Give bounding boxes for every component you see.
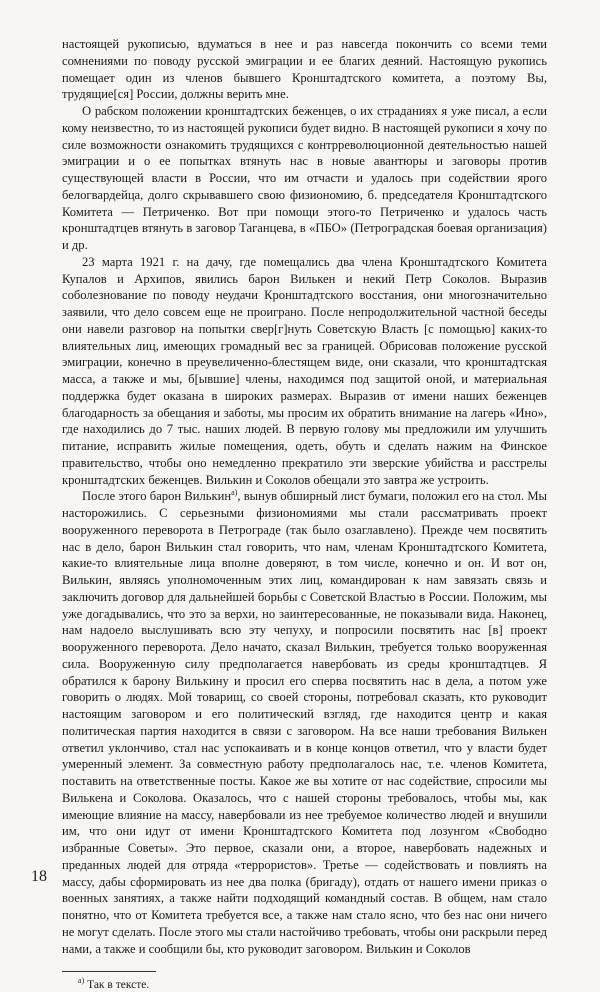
footnote-mark: а) [78,976,85,986]
paragraph-4-start: После этого барон Вилькин [82,489,232,504]
footnote-text: Так в тексте. [87,979,150,992]
paragraph-1: настоящей рукописью, вдуматься в нее и раз навсегда покончить со всеми теми сомнениями по поводу русской эмиграции и ее благих деяний. Настоящую рукопись помещает один из членов бывшего Кронштадтского комитета, а поэтому Вы, трудящие[ся] России, должны верить мне. [62,37,547,102]
footnote-reference: а) [231,488,238,498]
paragraph-4-rest: , вынув обширный лист бумаги, положил его на стол. Мы насторожились. С серьезными физиономиями мы стали рассматривать проект вооруженного переворота в Петрограде (так было озаглавлено). Прежде чем посвятить нас в дело, барон Вилькин стал говорить, что нам, членам Кронштадтского Комитета, какие-то влиятельные лица вполне доверяют, в том числе, конечно и он. И вот он, Вилькин, являясь уполномоченным этих лиц, командирован к нам завязать связь и заключить договор для дальнейшей борьбы с Советской Властью в России. Положим, мы уже догадывались, что это за верхи, но заинтересованные, не показывали вида. Наконец, нам надоело выслушивать всю эту чепуху, и попросили посвятить нас [в] проект вооруженного переворота. Дело начато, сказал Вилькин, требуется только вооруженная сила. Вооруженную силу предполагается навербовать из среды кронштадтцев. Я обратился к барону Вилькину и просил его сперва посвятить нас в дела, а потом уже говорить о людях. Мой товарищ, со своей стороны, потребовал сказать, кто руководит настоящим заговором и его политический взгляд, где находится центр и какая политическая партия находится в связи с заговором. На все наши требования Вилькен ответил уклончиво, стал нас успокаивать и в конце концов ответил, что у власти будет умеренный элемент. За совместную работу предполагалось нас, т.е. членов Комитета, поставить на ответственные посты. Какое же вы хотите от нас содействие, спросили мы Вилькена и Соколова. Оказалось, что с нашей стороны требовалось, чтобы мы, как имеющие влияние на массу, навербовали из нее требуемое количество людей и внушили им, что они идут от имени Кронштадтского Комитета под лозунгом «Свободно избранные Советы». Это первое, сказали они, а второе, навербовать надежных и преданных людей для отряда «террористов». Третье — содействовать и повлиять на массу, дабы сформировать из нее два полка (бригаду), отдать от нашего имени приказ о военных занятиях, а также найти подходящий командный состав. В общем, нам стало понятно, что от Комитета требуется все, а также нам стало ясно, что без нас они ничего не могут сделать. После этого мы стали настойчиво требовать, чтобы они раскрыли перед нами, а также и сообщили бы, кто руководит заговором. Вилькин и Соколов [62,489,547,956]
body-text [62,36,547,957]
paragraph-3: 23 марта 1921 г. на дачу, где помещались два члена Кронштадтского Комитета Купалов и Архипов, явились барон Вилькен и некий Петр Соколов. Выразив соболезнование по поводу неудачи Кронштадтского восстания, они многозначительно заявили, что дело совсем еще не проиграно. После непродолжительной частной беседы они навели разговор на попытки свер[г]нуть Советскую Власть [с помощью] каких-то влиятельных лиц, имеющих громадный вес за границей. Обрисовав положение русской эмиграции, конечно в преувеличенно-блестящем виде, они сказали, что кронштадтская масса, а также и мы, б[ывшие] члены, находимся под защитой оной, и материальная поддержка будет оказана в широких размерах. Выразив от имени наших беженцев благодарность за обещания и заботы, мы просим их обратить внимание на лагерь «Ино», где находились до 7 тыс. наших людей. В первую голову мы предложили им улучшить питание, исправить жилые помещения, одеть, обуть и сделать нажим на Финское правительство, чтобы оно немедленно прекратило эти зверские убийства и расстрелы кронштадтских беженцев. Вилькин и Соколов обещали это завтра же устроить. [62,254,547,487]
page-number: 18 [31,868,47,885]
paragraph-2: О рабском положении кронштадтских беженцев, о их страданиях я уже писал, а если кому неизвестно, то из настоящей рукописи будет видно. В настоящей рукописи я хочу по силе возможности ознакомить трудящихся с контрреволюционной деятельностью нашей эмиграции и о ее попытках втянуть нас в новые авантюры и заговоры против существующей власти в России, что им отчасти и удалось при содействии ярого белогвардейца, долго скрывавшего свою физиономию, б. председателя Кронштадтского Комитета — Петриченко. Вот при помощи этого-то Петриченко и удалось часть кронштадтцев втянуть в заговор Таганцева, в «ПБО» (Петроградская боевая организация) и др. [62,104,547,252]
footnote [78,978,547,992]
paragraph-4 [62,488,547,957]
footnote-divider [62,971,156,972]
